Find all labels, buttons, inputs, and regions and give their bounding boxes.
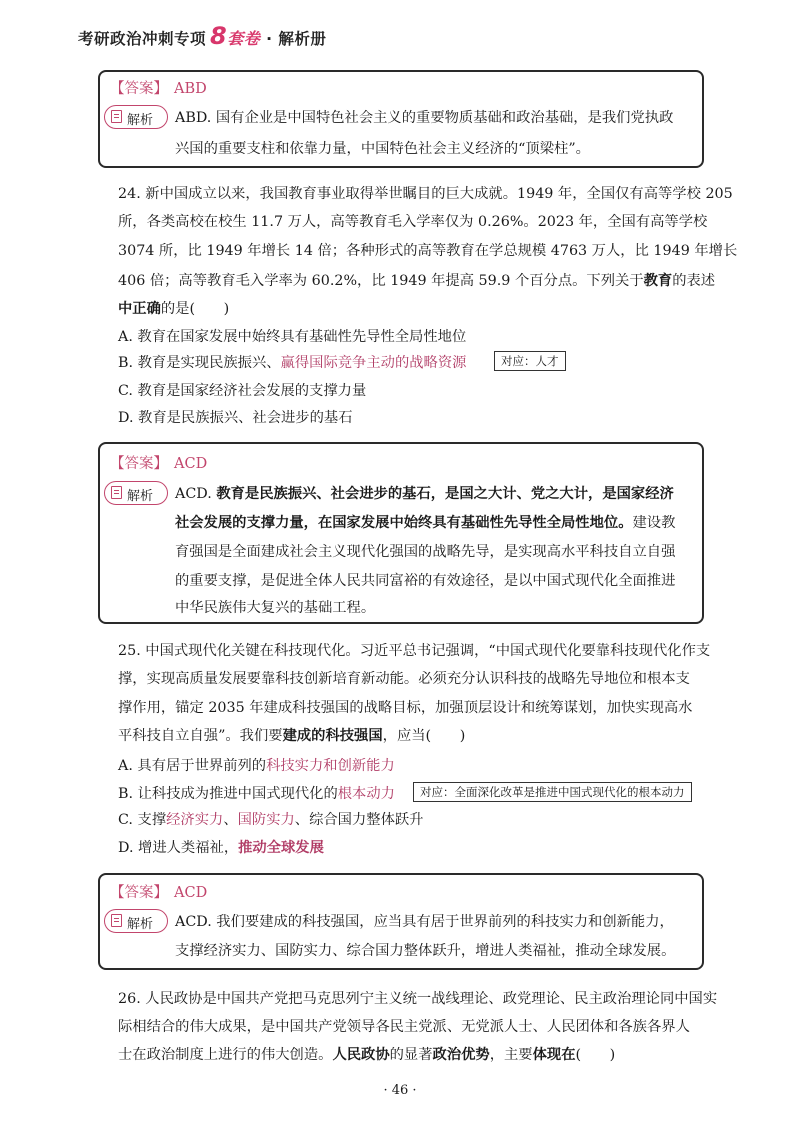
question-25-line: 撑，实现高质量发展要靠科技创新培育新动能。必须充分认识科技的战略先导地位和根本支 bbox=[118, 671, 690, 687]
option-25-d: D. 增进人类福祉，推动全球发展 bbox=[118, 840, 324, 856]
explanation-line: 中华民族伟大复兴的基础工程。 bbox=[175, 600, 376, 616]
question-24-line: 中正确的是( ) bbox=[118, 301, 230, 317]
explanation-line: 兴国的重要支柱和依靠力量，中国特色社会主义经济的“顶梁柱”。 bbox=[175, 141, 590, 157]
question-25-line: 撑作用，锚定 2035 年建成科技强国的战略目标，加强顶层设计和统筹谋划，加快实现高水 bbox=[118, 700, 693, 716]
question-26-line: 26. 人民政协是中国共产党把马克思列宁主义统一战线理论、政党理论、民主政治理论同中国实 bbox=[118, 991, 718, 1007]
margin-note-25: 对应：全面深化改革是推进中国式现代化的根本动力 bbox=[413, 782, 692, 802]
option-24-a: A. 教育在国家发展中始终具有基础性先导性全局性地位 bbox=[118, 329, 467, 345]
header-prefix: 考研政治冲刺专项 bbox=[78, 30, 207, 48]
answer-line-23 bbox=[110, 77, 207, 98]
header-mid: 套卷 bbox=[227, 29, 261, 48]
explain-tag bbox=[104, 105, 168, 129]
explain-label: 解析 bbox=[127, 113, 154, 128]
option-24-c: C. 教育是国家经济社会发展的支撑力量 bbox=[118, 383, 367, 399]
header-suffix: · 解析册 bbox=[266, 30, 327, 48]
answer-value: ABD bbox=[174, 81, 207, 97]
question-24-line: 3074 所，比 1949 年增长 14 倍；各种形式的高等教育在学总规模 4763 万人，比 1949 年增长 bbox=[118, 243, 738, 259]
option-25-a: A. 具有居于世界前列的科技实力和创新能力 bbox=[118, 758, 395, 774]
explanation-line: 的重要支撑，是促进全体人民共同富裕的有效途径，是以中国式现代化全面推进 bbox=[175, 573, 676, 589]
document-icon bbox=[111, 110, 122, 123]
margin-note-24: 对应：人才 bbox=[494, 351, 566, 371]
option-25-c: C. 支撑经济实力、国防实力、综合国力整体跃升 bbox=[118, 812, 424, 828]
answer-tag: 【答案】 bbox=[110, 81, 168, 97]
document-icon bbox=[111, 914, 122, 927]
answer-line-24: 【答案】 ACD bbox=[110, 456, 208, 472]
option-25-b: B. 让科技成为推进中国式现代化的根本动力 bbox=[118, 786, 395, 802]
document-icon bbox=[111, 486, 122, 499]
explain-tag: 解析 bbox=[104, 481, 168, 505]
explanation-line: ABD. 国有企业是中国特色社会主义的重要物质基础和政治基础，是我们党执政 bbox=[175, 110, 674, 126]
page-number: · 46 · bbox=[383, 1083, 417, 1098]
explanation-line: ACD. 教育是民族振兴、社会进步的基石，是国之大计、党之大计，是国家经济 bbox=[175, 486, 674, 502]
explain-tag: 解析 bbox=[104, 909, 168, 933]
explanation-line: 社会发展的支撑力量，在国家发展中始终具有基础性先导性全局性地位。建设教 bbox=[175, 515, 676, 531]
question-24-line: 所，各类高校在校生 11.7 万人，高等教育毛入学率仅为 0.26%。2023 年，全国有高等学校 bbox=[118, 214, 708, 230]
explanation-line: 支撑经济实力、国防实力、综合国力整体跃升，增进人类福祉，推动全球发展。 bbox=[175, 943, 676, 959]
question-24-line: 406 倍；高等教育毛入学率为 60.2%，比 1949 年提高 59.9 个百分点。下列关于教育的表述 bbox=[118, 273, 716, 289]
running-header bbox=[78, 22, 326, 50]
question-25-line: 25. 中国式现代化关键在科技现代化。习近平总书记强调，“中国式现代化要靠科技现代化作支 bbox=[118, 643, 711, 659]
header-big-number: 8 bbox=[210, 22, 228, 50]
question-25-line: 平科技自立自强”。我们要建成的科技强国，应当( ) bbox=[118, 728, 466, 744]
option-24-d: D. 教育是民族振兴、社会进步的基石 bbox=[118, 410, 353, 426]
option-24-b: B. 教育是实现民族振兴、赢得国际竞争主动的战略资源 bbox=[118, 355, 467, 371]
question-26-line: 士在政治制度上进行的伟大创造。人民政协的显著政治优势，主要体现在( ) bbox=[118, 1047, 616, 1063]
explanation-line: 育强国是全面建成社会主义现代化强国的战略先导，是实现高水平科技自立自强 bbox=[175, 544, 676, 560]
question-24-line: 24. 新中国成立以来，我国教育事业取得举世瞩目的巨大成就。1949 年，全国仅有高等学校 205 bbox=[118, 186, 733, 202]
answer-line-25: 【答案】 ACD bbox=[110, 885, 208, 901]
explanation-line: ACD. 我们要建成的科技强国，应当具有居于世界前列的科技实力和创新能力， bbox=[175, 914, 674, 930]
question-26-line: 际相结合的伟大成果，是中国共产党领导各民主党派、无党派人士、人民团体和各族各界人 bbox=[118, 1019, 690, 1035]
